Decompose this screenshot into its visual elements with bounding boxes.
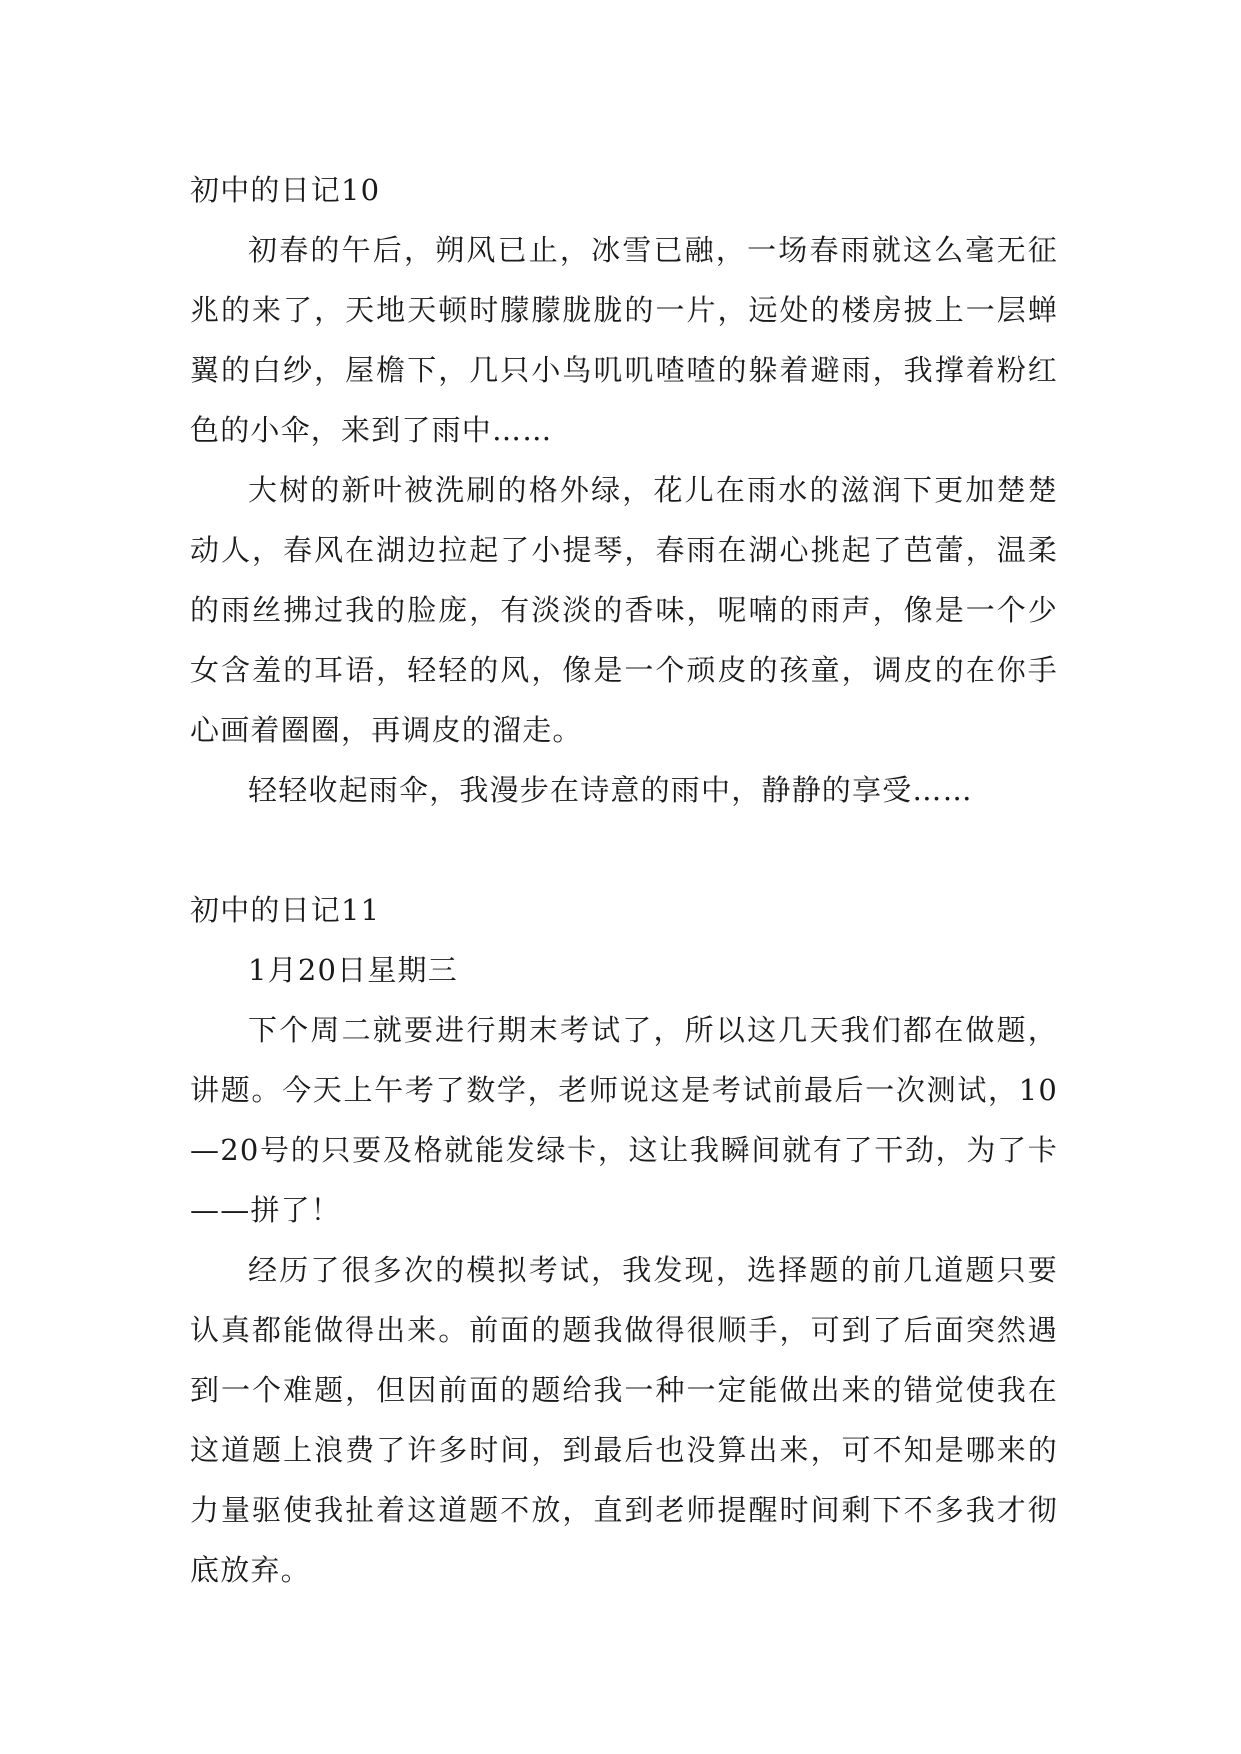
document-body <box>190 160 1058 1600</box>
entry-title: 初中的日记10 <box>190 173 381 207</box>
paragraph: 经历了很多次的模拟考试，我发现，选择题的前几道题只要认真都能做得出来。前面的题我做得很顺手，可到了后面突然遇到一个难题，但因前面的题给我一种一定能做出来的错觉使我在这道题上浪费了许多时间，到最后也没算出来，可不知是哪来的力量驱使我扯着这道题不放，直到老师提醒时间剩下不多我才彻底放弃。 <box>190 1253 1058 1587</box>
paragraph: 轻轻收起雨伞，我漫步在诗意的雨中，静静的享受…… <box>248 773 973 807</box>
diary-entry-10 <box>190 160 1058 820</box>
entry-title: 初中的日记11 <box>190 893 381 927</box>
paragraph: 下个周二就要进行期末考试了，所以这几天我们都在做题，讲题。今天上午考了数学，老师说这是考试前最后一次测试，10—20号的只要及格就能发绿卡，这让我瞬间就有了干劲，为了卡——拼了！ <box>190 1013 1058 1227</box>
entry-date: 1月20日星期三 <box>248 953 458 987</box>
paragraph: 初春的午后，朔风已止，冰雪已融，一场春雨就这么毫无征兆的来了，天地天顿时朦朦胧胧的一片，远处的楼房披上一层蝉翼的白纱，屋檐下，几只小鸟叽叽喳喳的躲着避雨，我撑着粉红色的小伞，来到了雨中…… <box>190 233 1058 447</box>
paragraph: 大树的新叶被洗刷的格外绿，花儿在雨水的滋润下更加楚楚动人，春风在湖边拉起了小提琴，春雨在湖心挑起了芭蕾，温柔的雨丝拂过我的脸庞，有淡淡的香味，呢喃的雨声，像是一个少女含羞的耳语，轻轻的风，像是一个顽皮的孩童，调皮的在你手心画着圈圈，再调皮的溜走。 <box>190 473 1058 747</box>
diary-entry-11 <box>190 880 1058 1600</box>
